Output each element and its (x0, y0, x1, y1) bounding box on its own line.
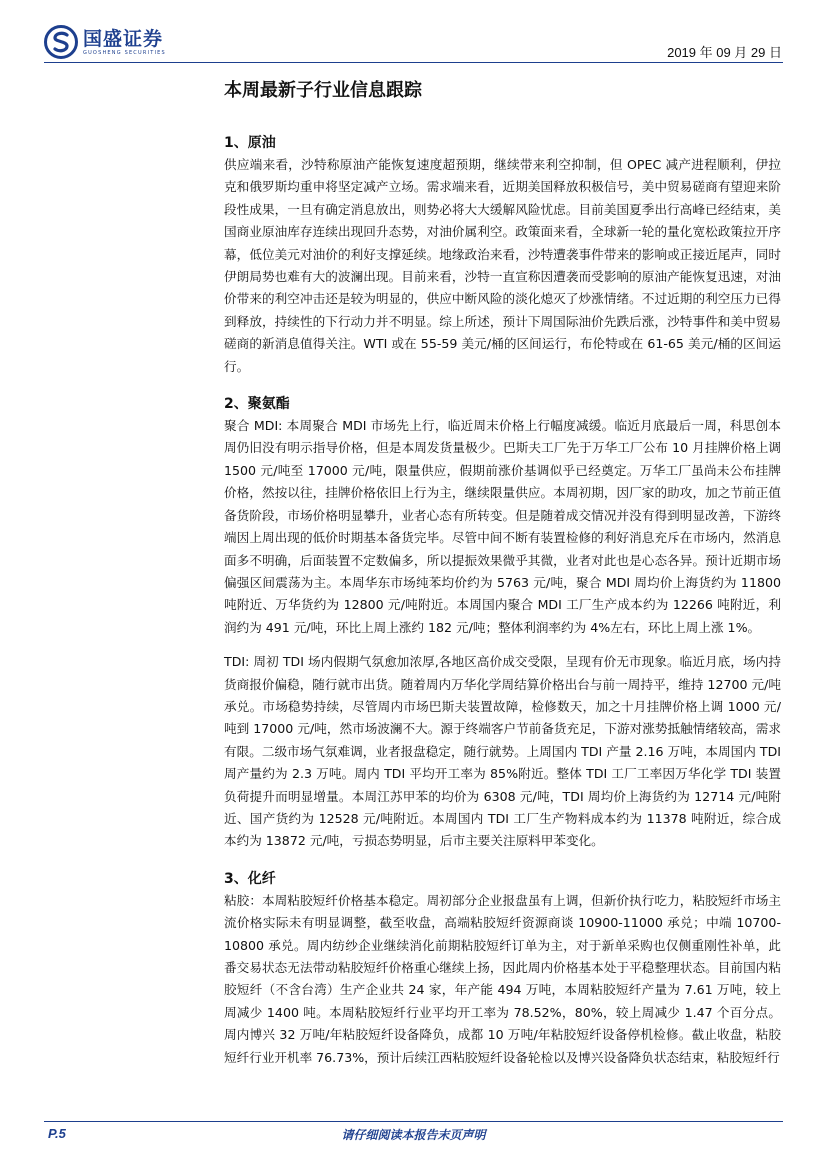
section-heading: 1、原油 (224, 135, 276, 151)
section-heading: 3、化纤 (224, 870, 276, 887)
report-date: 2019 年 09 月 29 日 (667, 45, 782, 60)
footer-divider (44, 1121, 783, 1122)
guosheng-logo-icon (44, 25, 78, 59)
section-chemical-fiber (224, 868, 781, 1069)
header-divider (44, 62, 783, 63)
logo-english-name: GUOSHENG SECURITIES (83, 49, 166, 56)
section-polyurethane (224, 393, 781, 853)
page-number: P.5 (48, 1126, 66, 1141)
paragraph: 供应端来看，沙特称原油产能恢复速度超预期，继续带来利空抑制，但 OPEC 减产进程顺利，伊拉克和俄罗斯均重申将坚定减产立场。需求端来看，近期美国释放积极信号，美中贸易磋商有望迎来阶段性成果，一旦有确定消息放出，则势必将大大缓解风险忧虑。目前美国夏季出行高峰已经结束，美国商业原油库存连续出现回升态势，对油价属利空。政策面来看，全球新一轮的量化宽松政策拉开序幕，低位美元对油价的利好支撑延续。地缘政治来看，沙特遭袭事件带来的影响或正接近尾声，同时伊朗局势也难有大的波澜出现。目前来看，沙特一直宣称因遭袭而受影响的原油产能恢复迅速，对油价带来的利空冲击还是较为明显的，供应中断风险的淡化熄灭了炒涨情绪。不过近期的利空压力已得到释放，持续性的下行动力并不明显。综上所述，预计下周国际油价先跌后涨，沙特事件和美中贸易磋商的新消息值得关注。WTI 或在 55-59 美元/桶的区间运行，布伦特或在 61-65 美元/桶的区间运行。 (224, 157, 781, 374)
paragraph: 聚合 MDI: 本周聚合 MDI 市场先上行，临近周末价格上行幅度减缓。临近月底最后一周，科思创本周仍旧没有明示指导价格，但是本周发货量极少。巴斯夫工厂先于万华工厂公布 10 月挂牌价格上调 1500 元/吨至 17000 元/吨，限量供应，假期前涨价基调似乎已经奠定。万华工厂虽尚未公布挂牌价格，然按以往，挂牌价格依旧上行为主，继续限量供应。本周初期，因厂家的助攻，加之节前正值备货阶段，市场价格明显攀升，业者心态有所转变。但是随着成交情况并没有得到明显改善，下游终端因上周出现的低价时期基本备货完毕。尽管中间不断有装置检修的利好消息充斥在市场内，然消息面多不明确，后面装置不定数偏多，所以提振效果微乎其微，业者对此也是心态各异。预计近期市场偏强区间震荡为主。本周华东市场纯苯均价约为 5763 元/吨，聚合 MDI 周均价上海货约为 11800 吨附近、万华货约为 12800 元/吨附近。本周国内聚合 MDI 工厂生产成本约为 12266 吨附近，利润约为 491 元/吨，环比上周上涨约 182 元/吨；整体利润率约为 4%左右，环比上周上涨 1%。 (224, 418, 781, 635)
section-crude-oil (224, 132, 781, 378)
footer-disclaimer: 请仔细阅读本报告末页声明 (341, 1128, 486, 1142)
report-body (224, 132, 781, 1069)
logo-chinese-name: 国盛证券 (83, 27, 164, 50)
section-heading: 2、聚氨酯 (224, 396, 290, 413)
company-logo (44, 22, 194, 62)
paragraph: TDI: 周初 TDI 场内假期气氛愈加浓厚,各地区高价成交受限，呈现有价无市现象。临近月底，场内持货商报价偏稳，随行就市出货。随着周内万华化学周结算价格出台与前一周持平，维持 12700 元/吨承兑。市场稳势持续，尽管周内市场巴斯夫装置故障，检修数天，加之十月挂牌价格上调 1000 元/吨到 17000 元/吨，然市场波澜不大。源于终端客户节前备货充足，下游对涨势抵触情绪较高，需求有限。二级市场气氛难调，业者报盘稳定，随行就势。上周国内 TDI 产量 2.16 万吨，本周国内 TDI 周产量约为 2.3 万吨。周内 TDI 平均开工率为 85%附近。整体 TDI 工厂工率因万华化学 TDI 装置负荷提升而明显增量。本周江苏甲苯的均价为 6308 元/吨，TDI 周均价上海货约为 12714 元/吨附近、国产货约为 12528 元/吨附近。本周国内 TDI 工厂生产物料成本约为 11378 吨附近，综合成本约为 13872 元/吨，亏损态势明显，后市主要关注原料甲苯变化。 (224, 654, 781, 849)
page-title: 本周最新子行业信息跟踪 (224, 80, 422, 101)
paragraph: 粘胶：本周粘胶短纤价格基本稳定。周初部分企业报盘虽有上调，但新价执行吃力，粘胶短纤市场主流价格实际未有明显调整，截至收盘，高端粘胶短纤资源商谈 10900-11000 承兑；中端 10700-10800 承兑。周内纺纱企业继续消化前期粘胶短纤订单为主，对于新单采购也仅侧重刚性补单，此番交易状态无法带动粘胶短纤价格重心继续上扬，因此周内价格基本处于平稳整理状态。目前国内粘胶短纤（不含台湾）生产企业共 24 家，年产能 494 万吨，本周粘胶短纤产量为 7.61 万吨，较上周减少 1400 吨。本周粘胶短纤行业平均开工率为 78.52%，80%，较上周减少 1.47 个百分点。周内博兴 32 万吨/年粘胶短纤设备降负，成都 10 万吨/年粘胶短纤设备停机检修。截止收盘，粘胶短纤行业开机率 76.73%，预计后续江西粘胶短纤设备轮检以及博兴设备降负状态结束，粘胶短纤行 (224, 892, 781, 1065)
